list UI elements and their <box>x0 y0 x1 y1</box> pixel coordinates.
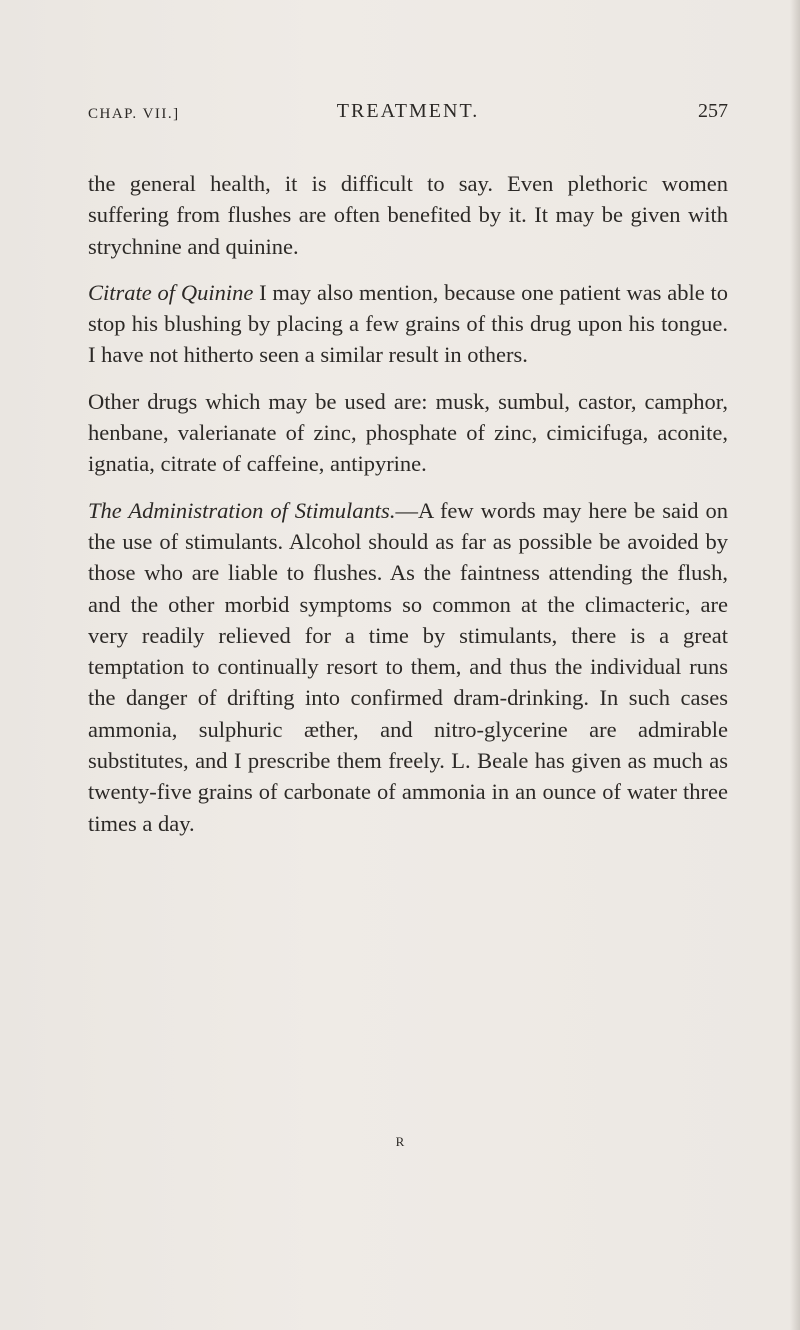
running-title: TREATMENT. <box>336 100 480 122</box>
paragraph-text: I may also mention, because one patient was able to stop his blushing by placing a few grains of this drug upon his tongue. I have not hitherto seen a similar result in others. <box>88 279 728 368</box>
paragraph-text: the general health, it is difficult to say. Even plethoric women suffering from flushes are often benefited by it. It may be given with strychnine and quinine. <box>88 171 728 259</box>
paragraph-heading-italic: The Administration of Stimulants. <box>88 497 396 523</box>
running-head <box>88 96 728 126</box>
signature-mark: R <box>395 1134 405 1149</box>
paragraph <box>88 168 728 262</box>
paragraph <box>88 386 728 480</box>
paragraph-text: Other drugs which may be used are: musk, sumbul, castor, camphor, henbane, valerianate of zinc, phosphate of zinc, cimicifuga, aconite, ignatia, citrate of caffeine, antipyrine. <box>88 388 728 477</box>
chapter-label: CHAP. VII.] <box>88 106 180 122</box>
paragraph-text: —A few words may here be said on the use of stimulants. Alcohol should as far as possible be avoided by those who are liable to flushes. As the faintness attending the flush, and the other morbid symptoms so common at the climacteric, are very readily relieved for a time by stimulants, there is a great temptation to continually resort to them, and thus the individual runs the danger of drifting into confirmed dram-drinking. In such cases ammonia, sulphuric æther, and nitro-glycerine are admirable substitutes, and I prescribe them freely. L. Beale has given as much as twenty-five grains of carbonate of ammonia in an ounce of water three times a day. <box>88 497 728 836</box>
page-edge-shadow <box>790 0 800 1330</box>
page-number: 257 <box>698 100 728 122</box>
body-text <box>88 168 728 854</box>
paragraph <box>88 495 728 839</box>
paragraph-heading-italic: Citrate of Quinine <box>88 279 254 305</box>
paragraph <box>88 277 728 371</box>
